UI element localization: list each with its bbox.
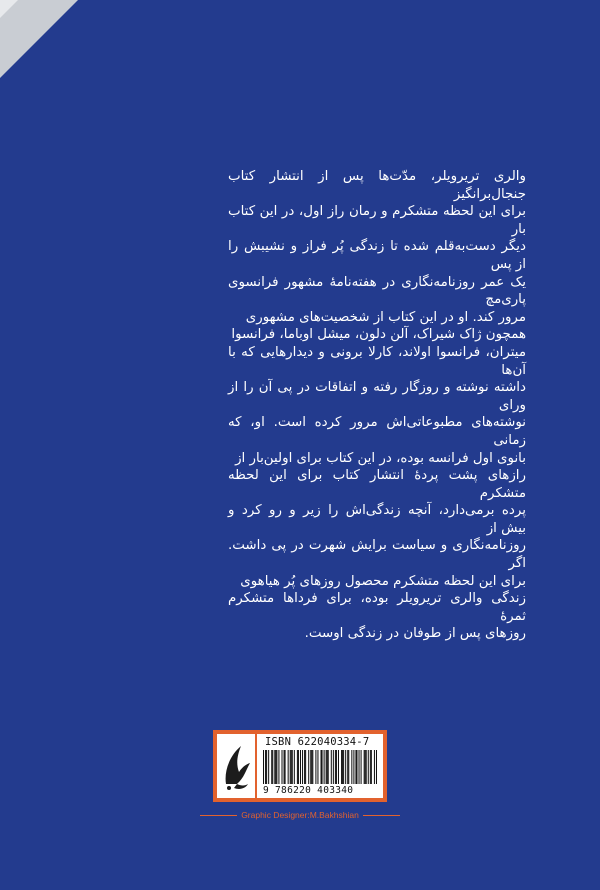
barcode-bar bbox=[331, 750, 332, 784]
blurb-line: روزهای پس از طوفان در زندگی اوست. bbox=[304, 626, 526, 642]
barcode-bar bbox=[376, 750, 377, 784]
barcode-bar bbox=[263, 750, 264, 784]
barcode-bar bbox=[292, 750, 293, 784]
barcode-bar bbox=[338, 750, 339, 784]
barcode-bar bbox=[297, 750, 298, 784]
designer-credit bbox=[200, 808, 400, 822]
blurb-line: یک عمر روزنامه‌نگاری در هفته‌نامهٔ مشهور فرانسوی پاری‌مچ bbox=[228, 274, 526, 308]
blurb-line: رازهای پشت پردهٔ انتشار کتاب برای این لحظه متشکرم bbox=[228, 468, 526, 501]
barcode-bar bbox=[326, 750, 327, 784]
barcode-bar bbox=[333, 750, 334, 784]
bird-logo-icon bbox=[217, 734, 255, 798]
barcode-bar bbox=[356, 750, 357, 784]
barcode-bar bbox=[311, 750, 312, 784]
barcode-bar bbox=[271, 750, 272, 784]
credit-divider-left bbox=[200, 815, 237, 816]
blurb-line: روزنامه‌نگاری و سیاست برایش شهرت در پی داشت. اگر bbox=[228, 538, 526, 572]
barcode-bar bbox=[370, 750, 371, 784]
barcode-bar bbox=[368, 750, 369, 784]
barcode-bar bbox=[300, 750, 301, 784]
barcode-bar bbox=[272, 750, 273, 784]
barcode-bar bbox=[342, 750, 343, 784]
blurb-line: نوشته‌های مطبوعاتی‌اش مرور کرده است. او، که زمانی bbox=[228, 415, 526, 448]
barcode-bar bbox=[278, 750, 279, 784]
barcode-bar bbox=[317, 750, 318, 784]
barcode-bar bbox=[291, 750, 292, 784]
publisher-logo bbox=[217, 734, 255, 798]
barcode-bar bbox=[302, 750, 303, 784]
blurb-line: پرده برمی‌دارد، آنچه زندگی‌اش را زیر و رو کرد و بیش از bbox=[228, 503, 526, 536]
barcode-bar bbox=[353, 750, 354, 784]
barcode-bar bbox=[305, 750, 306, 784]
barcode-bar bbox=[341, 750, 342, 784]
barcode-bar bbox=[322, 750, 323, 784]
barcode-bar bbox=[336, 750, 337, 784]
blurb-line: همچون ژاک شیراک، آلن دلون، میشل اوباما، فرانسوا bbox=[231, 327, 526, 343]
barcode-bar bbox=[361, 750, 362, 784]
blurb-line: میتران، فرانسوا اولاند، کارلا برونی و دیدارهایی که با آن‌ها bbox=[228, 344, 526, 378]
barcode-panel bbox=[213, 730, 387, 802]
barcode-bar bbox=[335, 750, 336, 784]
barcode-bar bbox=[366, 750, 367, 784]
barcode-bar bbox=[374, 750, 375, 784]
isbn-label: ISBN 622040334-7 bbox=[265, 736, 370, 748]
barcode-bar bbox=[371, 750, 372, 784]
barcode-bar bbox=[364, 750, 365, 784]
barcode-bar bbox=[321, 750, 322, 784]
barcode-bar bbox=[351, 750, 352, 784]
barcode-bar bbox=[275, 750, 276, 784]
barcode-bar bbox=[265, 750, 266, 784]
back-cover-blurb bbox=[228, 168, 526, 643]
barcode-bar bbox=[298, 750, 299, 784]
barcode-bar bbox=[288, 750, 289, 784]
barcode-bar bbox=[355, 750, 356, 784]
barcode-bar bbox=[315, 750, 316, 784]
barcode-area bbox=[257, 734, 383, 798]
barcode-bar bbox=[285, 750, 286, 784]
barcode-bar bbox=[266, 750, 267, 784]
barcode-bar bbox=[347, 750, 348, 784]
barcode-bar bbox=[281, 750, 282, 784]
page-corner-highlight bbox=[0, 0, 18, 18]
barcode-bar bbox=[274, 750, 275, 784]
blurb-line: زندگی والری تریرویلر بوده، برای فرداها متشکرم ثمرهٔ bbox=[228, 591, 526, 624]
barcode-bar bbox=[327, 750, 328, 784]
barcode-bar bbox=[308, 750, 309, 784]
barcode-bar bbox=[276, 750, 277, 784]
blurb-line: مرور کند. او در این کتاب از شخصیت‌های مشهوری bbox=[245, 309, 526, 325]
barcode-bar bbox=[312, 750, 313, 784]
barcode-bar bbox=[365, 750, 366, 784]
blurb-line: برای این لحظه متشکرم محصول روزهای پُر هیاهوی bbox=[240, 573, 526, 589]
barcode-bar bbox=[304, 750, 305, 784]
barcode-bar bbox=[343, 750, 344, 784]
barcode-bar bbox=[359, 750, 360, 784]
blurb-line: برای این لحظه متشکرم و رمان راز اول، در این کتاب بار bbox=[228, 204, 526, 237]
barcode-bar bbox=[294, 750, 295, 784]
blurb-line: دیگر دست‌به‌قلم شده تا زندگی پُر فراز و نشیبش را از پس bbox=[228, 239, 526, 272]
barcode-bars bbox=[263, 750, 377, 784]
barcode-bar bbox=[348, 750, 349, 784]
barcode-digits: 9 786220 403340 bbox=[263, 785, 354, 796]
barcode-bar bbox=[328, 750, 329, 784]
blurb-line: والری تریرویلر، مدّت‌ها پس از انتشار کتاب جنجال‌برانگیز bbox=[228, 169, 526, 202]
barcode-bar bbox=[310, 750, 311, 784]
blurb-line: بانوی اول فرانسه بوده، در این کتاب برای اولین‌بار از bbox=[235, 450, 526, 466]
barcode-bar bbox=[290, 750, 291, 784]
barcode-bar bbox=[324, 750, 325, 784]
barcode-bar bbox=[268, 750, 269, 784]
designer-credit-text: Graphic Designer:M.Bakhshian bbox=[241, 810, 359, 820]
barcode-bar bbox=[284, 750, 285, 784]
barcode-bar bbox=[345, 750, 346, 784]
blurb-line: داشته نوشته و روزگار رفته و اتفاقات در پی آن را از ورای bbox=[228, 380, 526, 413]
credit-divider-right bbox=[363, 815, 400, 816]
